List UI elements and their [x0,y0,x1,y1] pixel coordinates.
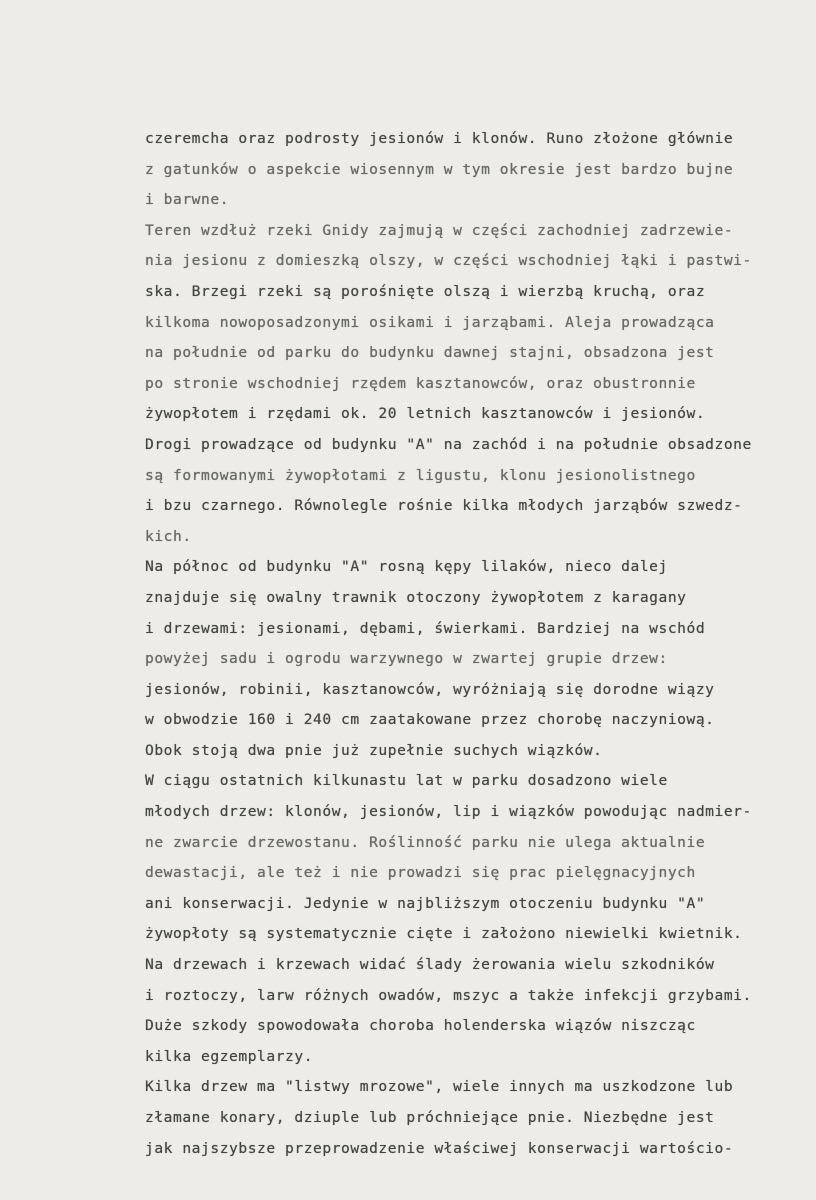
text-line: ani konserwacji. Jedynie w najbliższym otoczeniu budynku "A" [145,894,706,912]
text-line: Obok stoją dwa pnie już zupełnie suchych wiązków. [145,741,603,759]
text-line: z gatunków o aspekcie wiosennym w tym okresie jest bardzo bujne [145,160,734,178]
text-line: i roztoczy, larw różnych owadów, mszyc a także infekcji grzybami. [145,986,752,1004]
text-line: czeremcha oraz podrosty jesionów i klonów. Runo złożone głównie [145,130,734,147]
text-line: dewastacji, ale też i nie prowadzi się prac pielęgnacyjnych [145,864,696,882]
text-line: powyżej sadu i ogrodu warzywnego w zwartej grupie drzew: [145,650,668,668]
text-line: Teren wzdłuż rzeki Gnidy zajmują w części zachodniej zadrzewie- [145,221,734,239]
text-line: znajduje się owalny trawnik otoczony żywopłotem z karagany [145,588,687,606]
text-line: i barwne. [145,191,230,209]
text-line: kilkoma nowoposadzonymi osikami i jarząbami. Aleja prowadząca [145,313,715,331]
text-line: żywopłoty są systematycznie cięte i założono niewielki kwietnik. [145,925,743,943]
text-line: Kilka drzew ma "listwy mrozowe", wiele innych ma uszkodzone lub [145,1078,734,1096]
text-line: młodych drzew: klonów, jesionów, lip i wiązków powodując nadmier- [145,803,752,821]
text-line: po stronie wschodniej rzędem kasztanowców, oraz obustronnie [145,374,696,392]
text-line: na południe od parku do budynku dawnej stajni, obsadzona jest [145,344,715,362]
text-line: i drzewami: jesionami, dębami, świerkami. Bardziej na wschód [145,619,706,637]
text-line: ska. Brzegi rzeki są porośnięte olszą i wierzbą kruchą, oraz [145,282,706,300]
text-line: Duże szkody spowodowała choroba holenderska wiązów niszcząc [145,1017,696,1035]
text-line: żywopłotem i rzędami ok. 20 letnich kasztanowców i jesionów. [145,405,706,423]
text-line: kilka egzemplarzy. [145,1047,314,1065]
text-line: Drogi prowadzące od budynku "A" na zachód i na południe obsadzone [145,435,752,453]
text-line: W ciągu ostatnich kilkunastu lat w parku dosadzono wiele [145,772,668,790]
text-line: kich. [145,527,192,545]
text-line: jesionów, robinii, kasztanowców, wyróżniają się dorodne wiązy [145,680,715,698]
text-line: Na północ od budynku "A" rosną kępy lilaków, nieco dalej [145,558,668,576]
text-line: ne zwarcie drzewostanu. Roślinność parku nie ulega aktualnie [145,833,706,851]
text-line: Na drzewach i krzewach widać ślady żerowania wielu szkodników [145,956,715,974]
text-line: nia jesionu z domieszką olszy, w części wschodniej łąki i pastwi- [145,252,752,270]
text-line: złamane konary, dziuple lub próchniejące pnie. Niezbędne jest [145,1109,715,1126]
document-body [145,124,815,1164]
text-line: w obwodzie 160 i 240 cm zaatakowane przez chorobę naczyniową. [145,711,715,729]
text-line: i bzu czarnego. Równolegle rośnie kilka młodych jarząbów szwedz- [145,497,743,515]
text-line: są formowanymi żywopłotami z ligustu, klonu jesionolistnego [145,466,696,484]
text-line: jak najszybsze przeprowadzenie właściwej konserwacji wartościo- [145,1139,734,1157]
